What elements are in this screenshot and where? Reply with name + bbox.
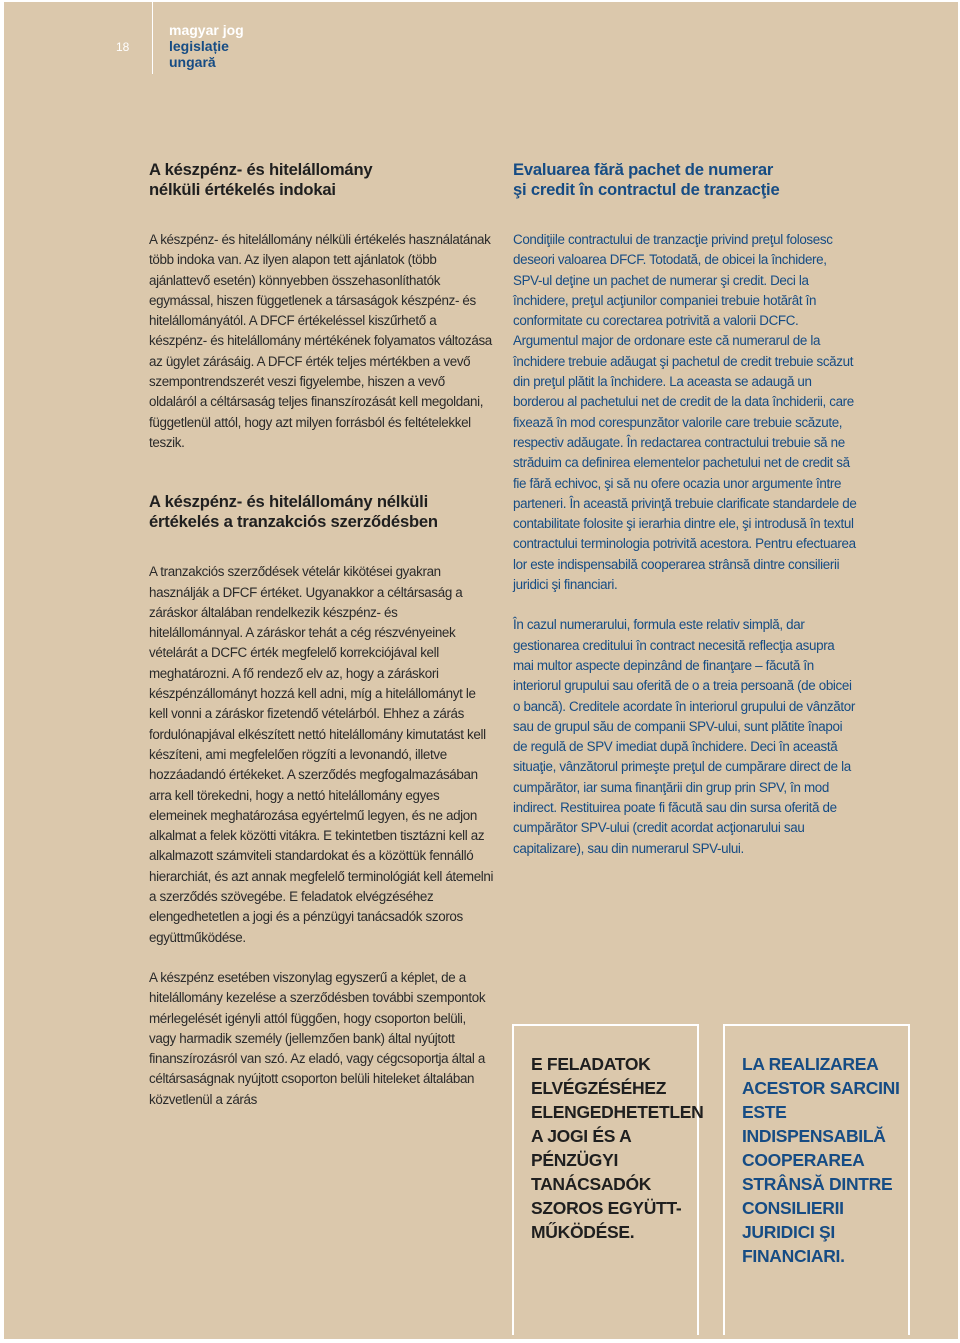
section2-title-line1: A készpénz- és hitelállomány nélküli (149, 492, 428, 512)
hungarian-column (149, 160, 494, 1110)
section1-title (149, 160, 494, 200)
romanian-title-line2: şi credit în contractul de tranzacţie (513, 180, 780, 199)
section2-title-line2: értékelés a tranzakciós szerződésben (149, 512, 438, 532)
romanian-column (513, 160, 858, 859)
section2-title (149, 492, 494, 532)
brand-line-romanian: legislație (169, 38, 229, 54)
romanian-paragraph-2: În cazul numerarului, formula este relativ simplă, dar gestionarea creditului în contract necesită reflecţia asupra mai multor aspecte depinzând de finanţare – făcută în interiorul grupului sau oferită de o a treia persoană (de obicei o bancă). Creditele acordate în interiorul grupului de vânzător sau de grupul său de companii SPV-ului, sunt plătite înapoi de regulă de SPV imediat după închidere. Deci în această situaţie, vânzătorul primeşte preţul de cumpărare direct de la cumpărător, iar suma finanţării din grup prin SPV, în mod indirect. Restituirea poate fi făcută sau din sursa oferită de cumpărător SPV-ului (credit acordat acţionarului sau capitalizare), sau din numerarul SPV-ului. (513, 617, 855, 856)
header-brand (169, 22, 244, 70)
brand-line-hungarian: magyar jog (169, 22, 244, 38)
section1-title-line1: A készpénz- és hitelállomány (149, 160, 373, 179)
pull-quote-hungarian (512, 1024, 704, 1335)
section1-paragraph: A készpénz- és hitelállomány nélküli értékelés használatának több indoka van. Az ilyen alapon tett ajánlatok (több ajánlattevő esetén) könnyebben összehasonlíthatók egymással, hiszen függetlenek a társaságok készpénz- és hitelállományától. A DFCF értékeléssel kiszűrhető a készpénz- és hitelállomány mértékének folyamatos változása az ügylet zárásáig. A DFCF érték teljes mértékben a vevő szempontrendszerét veszi figyelembe, hiszen a vevő oldaláról a céltársaság teljes finanszírozását kell megoldani, függetlenül attól, hogy azt milyen forrásból és feltételekkel teszik. (149, 232, 492, 450)
header-divider (152, 2, 153, 74)
pull-quote-romanian-text: LA REALIZAREA ACESTOR SARCINI ESTE INDISPENSABILĂ COOPERAREA STRÂNSĂ DINTRE CONSILIERII JURIDICI ŞI FINANCIARI. (742, 1054, 900, 1266)
page-number: 18 (116, 40, 130, 54)
section2-paragraph-2: A készpénz esetében viszonylag egyszerű a képlet, de a hitelállomány kezelése a szerződésben további szempontok mérlegelését igényli attól függően, hogy csoporton belüli, vagy harmadik személy (jellemzően bank) által nyújtott finanszírozásról van szó. Az eladó, vagy cégcsoportja által a céltársaságnak nyújtott csoporton belüli hiteleket általában közvetlenül a zárás (149, 969, 486, 1107)
brand-line-romanian-2: ungară (169, 54, 216, 70)
romanian-title-line1: Evaluarea fără pachet de numerar (513, 160, 774, 179)
pull-quote-hungarian-text: E FELADATOK ELVÉGZÉSÉHEZ ELENGEDHETETLEN A JOGI ÉS A PÉNZÜGYI TANÁCSADÓK SZOROS EGYÜTT-MŰKÖDÉSE. (531, 1054, 704, 1242)
pull-quote-romanian (723, 1024, 910, 1335)
section1-title-line2: nélküli értékelés indokai (149, 180, 336, 199)
romanian-paragraph-1: Condiţiile contractului de tranzacţie privind preţul folosesc deseori valoarea DFCF. Totodată, de obicei la închidere, SPV-ul deţine un pachet de numerar şi credit. Deci la închidere, preţul acţiunilor companiei trebuie hotărât în conformitate cu corectarea potrivită a valorii DCFC. Argumentul major de ordonare este că numerarul de la închidere trebuie adăugat şi pachetul de credit trebuie scăzut din preţul plătit la închidere. La aceasta se adaugă un borderou al pachetului net de credit de la data închiderii, care fixează în mod corespunzător valorile care trebuie scăzute, respectiv adăugate. În redactarea contractului trebuie să ne străduim ca definirea elementelor pachetului net de credit să fie fără echivoc, şi să nu ofere ocazia unor argumente între parteneri. În această privinţă trebuie clarificate standardele de contabilitate folosite şi ierarhia dintre ele, şi introdusă în textul contractului terminologia potrivită acestora. Pentru efectuarea lor este indispensabilă cooperarea strânsă dintre consilierii juridici şi financiari. (513, 232, 857, 593)
section2-paragraph-1: A tranzakciós szerződések vételár kikötései gyakran használják a DFCF értéket. Ugyanakkor a céltársaság a záráskor általában rendelkezik készpénz- és hitelállománnyal. A záráskor tehát a cég részvényeinek vételárát a DCFC érték megfelelő korrekciójával kell meghatározni. A fő rendező elv az, hogy a záráskori készpénzállományt hozzá kell adni, míg a hitelállományt le kell vonni a záráskor fizetendő vételárból. Ehhez a zárás fordulónapjával elkészített nettó hitelállomány kimutatást kell készíteni, ami megfelelően rögzíti a levonandó, illetve hozzáadandó értékeket. A szerződés megfogalmazásában arra kell törekedni, hogy a nettó hitelállomány egyes elemeinek meghatározása egyértelmű legyen, és ne adjon alkalmat a felek közötti vitákra. E tekintetben tisztázni kell az alkalmazott számviteli standardokat és a közöttük fennálló hierarchiát, és azt annak megfelelő terminológiát kell átemelni a szerződés szövegébe. E feladatok elvégzéséhez elengedhetetlen a jogi és a pénzügyi tanácsadók szoros együttműködése. (149, 564, 494, 945)
romanian-section-title (513, 160, 858, 200)
